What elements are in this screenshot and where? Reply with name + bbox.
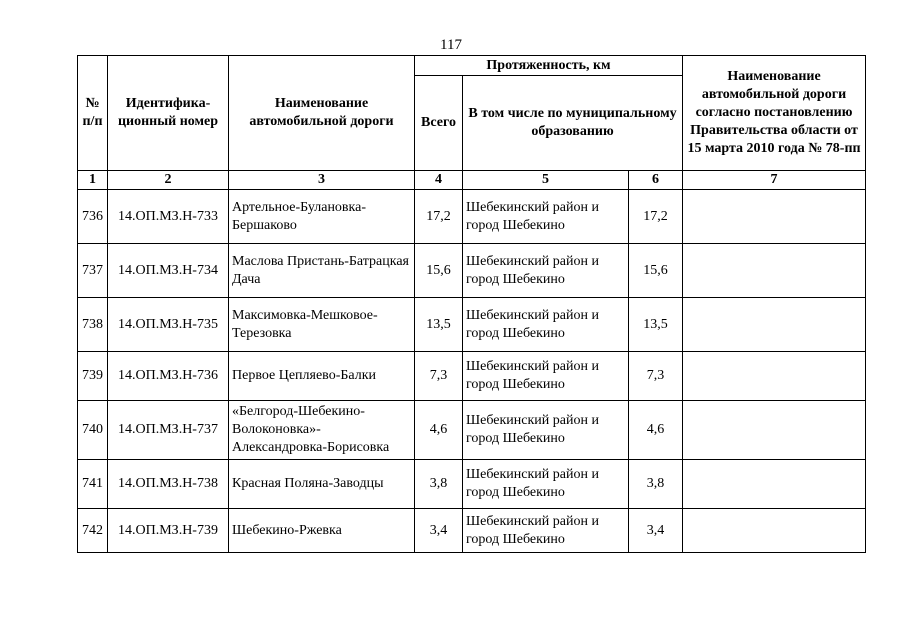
table-row	[78, 460, 866, 509]
length-total: 7,3	[415, 352, 463, 401]
table-row	[78, 509, 866, 553]
page-number: 117	[440, 37, 462, 53]
column-number: 1	[78, 171, 108, 190]
resolution-name	[683, 298, 866, 352]
column-number: 4	[415, 171, 463, 190]
road-id: 14.ОП.МЗ.Н-737	[108, 401, 229, 460]
table-row	[78, 190, 866, 244]
header-num: № п/п	[78, 56, 108, 171]
municipality: Шебекинский район и город Шебекино	[463, 190, 629, 244]
length-total: 17,2	[415, 190, 463, 244]
municipality: Шебекинский район и город Шебекино	[463, 244, 629, 298]
header-id: Идентифика-ционный номер	[108, 56, 229, 171]
resolution-name	[683, 190, 866, 244]
road-id: 14.ОП.МЗ.Н-736	[108, 352, 229, 401]
roads-table	[77, 55, 866, 553]
table-row	[78, 244, 866, 298]
road-id: 14.ОП.МЗ.Н-738	[108, 460, 229, 509]
municipality-length: 7,3	[629, 352, 683, 401]
row-number: 737	[78, 244, 108, 298]
municipality-length: 3,4	[629, 509, 683, 553]
road-id: 14.ОП.МЗ.Н-739	[108, 509, 229, 553]
header-including: В том числе по муниципальному образованию	[463, 76, 683, 171]
road-name: «Белгород-Шебекино-Волоконовка»-Александровка-Борисовка	[229, 401, 415, 460]
row-number: 739	[78, 352, 108, 401]
municipality: Шебекинский район и город Шебекино	[463, 298, 629, 352]
municipality: Шебекинский район и город Шебекино	[463, 509, 629, 553]
header-length: Протяженность, км	[415, 56, 683, 76]
municipality: Шебекинский район и город Шебекино	[463, 352, 629, 401]
resolution-name	[683, 352, 866, 401]
road-name: Первое Цепляево-Балки	[229, 352, 415, 401]
row-number: 740	[78, 401, 108, 460]
road-name: Маслова Пристань-Батрацкая Дача	[229, 244, 415, 298]
municipality-length: 3,8	[629, 460, 683, 509]
row-number: 738	[78, 298, 108, 352]
length-total: 3,4	[415, 509, 463, 553]
table-row	[78, 401, 866, 460]
table-row	[78, 352, 866, 401]
row-number: 736	[78, 190, 108, 244]
municipality-length: 4,6	[629, 401, 683, 460]
column-number: 6	[629, 171, 683, 190]
municipality-length: 17,2	[629, 190, 683, 244]
length-total: 15,6	[415, 244, 463, 298]
column-number: 7	[683, 171, 866, 190]
row-number: 741	[78, 460, 108, 509]
road-id: 14.ОП.МЗ.Н-734	[108, 244, 229, 298]
road-id: 14.ОП.МЗ.Н-733	[108, 190, 229, 244]
header-resolution-name: Наименование автомобильной дороги согласно постановлению Правительства области от 15 марта 2010 года № 78-пп	[683, 56, 866, 171]
table-row	[78, 298, 866, 352]
road-name: Шебекино-Ржевка	[229, 509, 415, 553]
column-number: 2	[108, 171, 229, 190]
resolution-name	[683, 244, 866, 298]
municipality: Шебекинский район и город Шебекино	[463, 401, 629, 460]
municipality-length: 13,5	[629, 298, 683, 352]
column-number: 5	[463, 171, 629, 190]
road-name: Красная Поляна-Заводцы	[229, 460, 415, 509]
header-road-name: Наименование автомобильной дороги	[229, 56, 415, 171]
road-id: 14.ОП.МЗ.Н-735	[108, 298, 229, 352]
road-name: Максимовка-Мешковое-Терезовка	[229, 298, 415, 352]
municipality: Шебекинский район и город Шебекино	[463, 460, 629, 509]
length-total: 13,5	[415, 298, 463, 352]
road-name: Артельное-Булановка-Бершаково	[229, 190, 415, 244]
column-number: 3	[229, 171, 415, 190]
resolution-name	[683, 460, 866, 509]
resolution-name	[683, 509, 866, 553]
length-total: 4,6	[415, 401, 463, 460]
resolution-name	[683, 401, 866, 460]
row-number: 742	[78, 509, 108, 553]
header-total: Всего	[415, 76, 463, 171]
length-total: 3,8	[415, 460, 463, 509]
municipality-length: 15,6	[629, 244, 683, 298]
